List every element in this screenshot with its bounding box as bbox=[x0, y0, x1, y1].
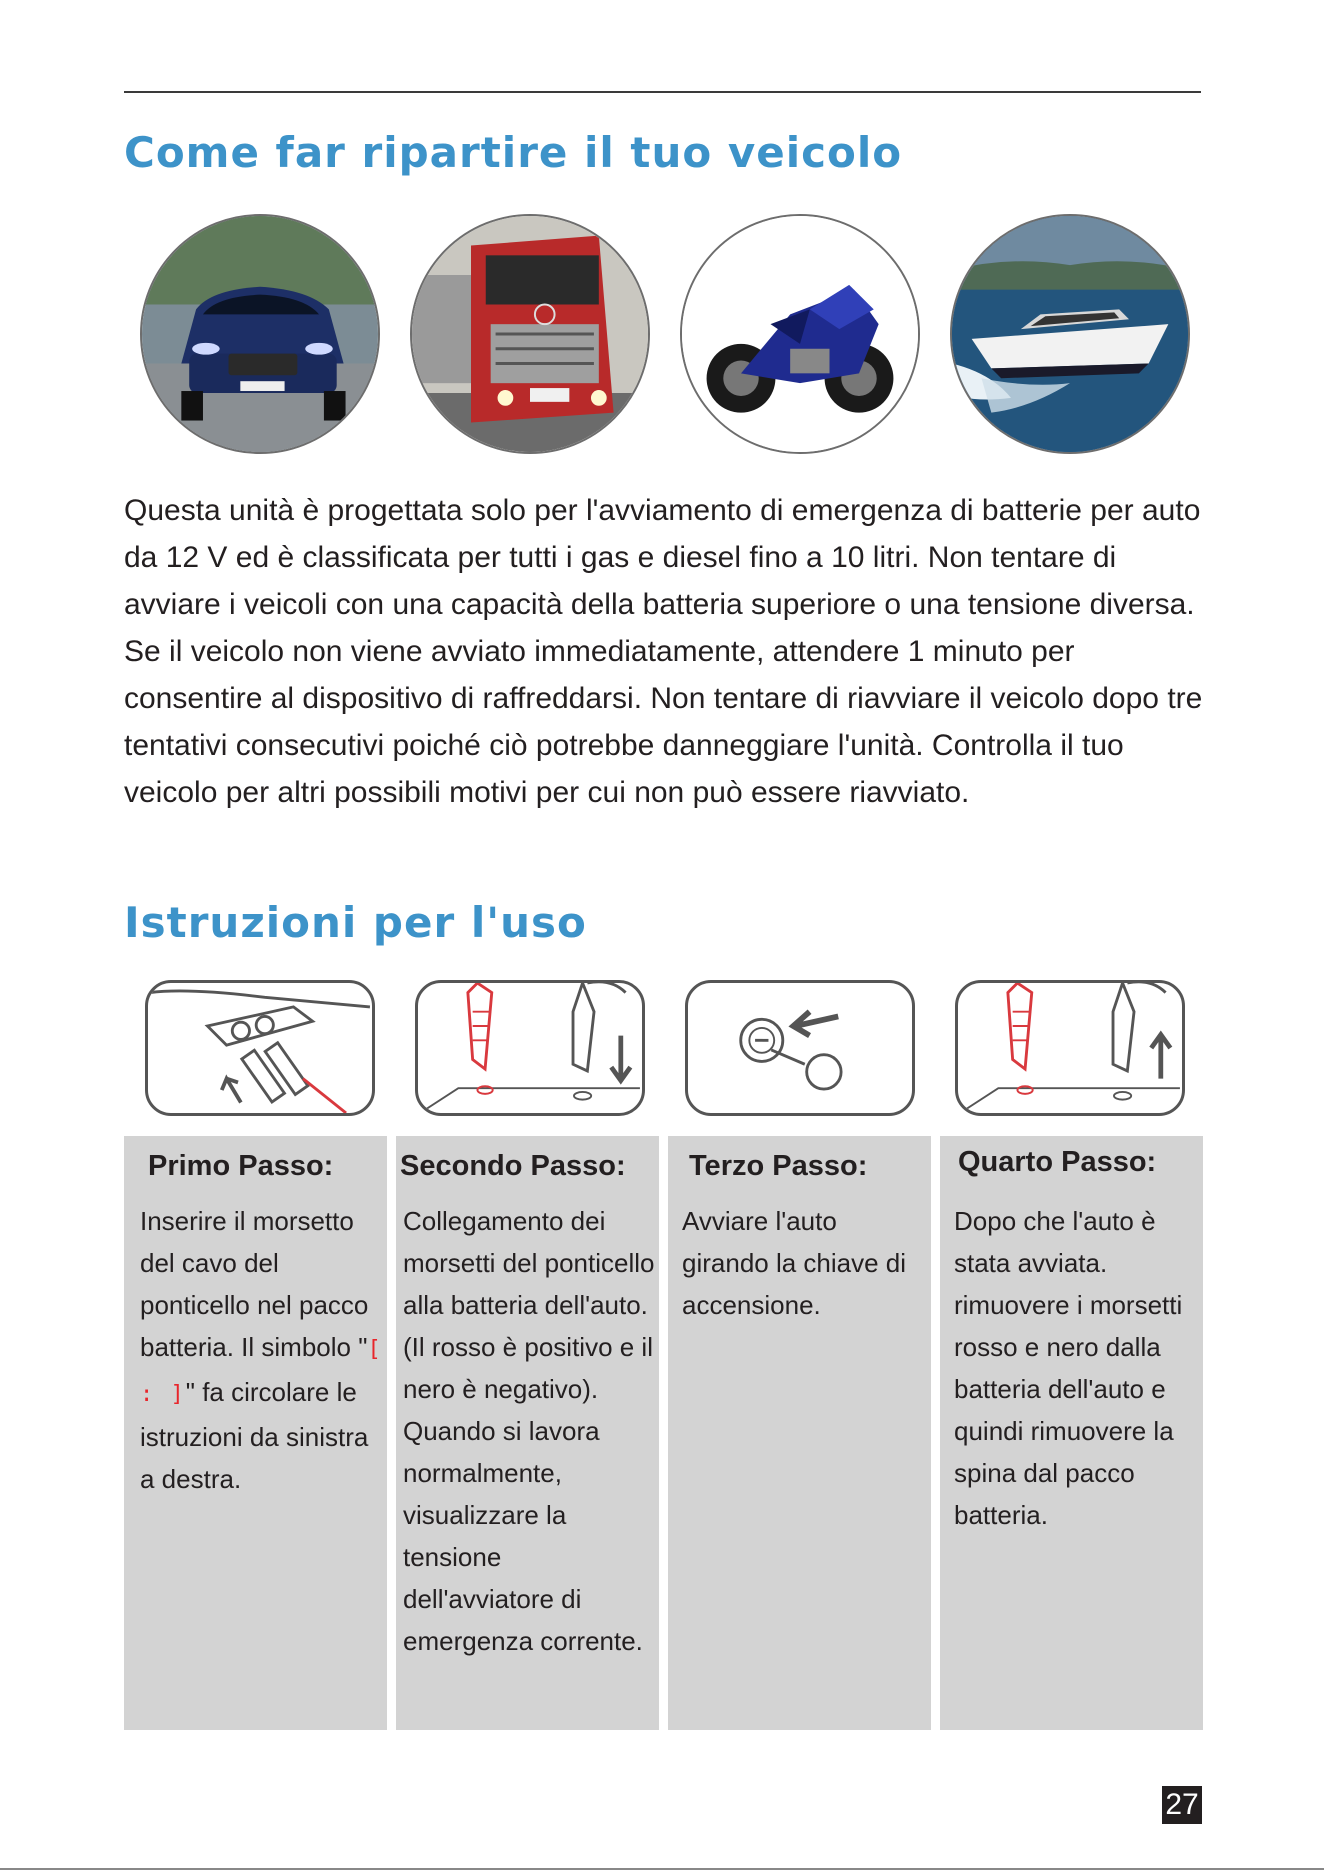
boat-image bbox=[950, 214, 1190, 454]
vehicle-images bbox=[140, 214, 1190, 456]
step-4-body: Dopo che l'auto è stata avviata. rimuovere i morsetti rosso e nero dalla batteria dell'auto e quindi rimuovere la spina dal pacco batteria. bbox=[954, 1206, 1183, 1530]
plug-illustration bbox=[145, 980, 375, 1116]
motorcycle-image bbox=[680, 214, 920, 454]
section-title-instructions: Istruzioni per l'uso bbox=[124, 898, 587, 947]
instruction-illustrations bbox=[145, 980, 1195, 1120]
display-symbol: [ : ] bbox=[140, 1337, 383, 1407]
step-2-body: Collegamento dei morsetti del ponticello alla batteria dell'auto. (Il rosso è positivo e il nero è negativo). Quando si lavora normalmente, visualizzare la tensione dell'avviatore di emergenza corrente. bbox=[403, 1206, 655, 1656]
bottom-rule bbox=[0, 1868, 1324, 1870]
page-number: 27 bbox=[1162, 1786, 1202, 1824]
step-1-panel bbox=[124, 1136, 387, 1730]
ignition-key-illustration bbox=[685, 980, 915, 1116]
step-2-title: Secondo Passo: bbox=[400, 1150, 626, 1182]
section-title-restart: Come far ripartire il tuo veicolo bbox=[124, 128, 903, 177]
step-3-body: Avviare l'auto girando la chiave di accensione. bbox=[682, 1206, 907, 1320]
suv-image bbox=[140, 214, 380, 454]
step-3-panel bbox=[668, 1136, 931, 1730]
step-1-title: Primo Passo: bbox=[148, 1150, 334, 1182]
step-4-panel bbox=[940, 1136, 1203, 1730]
step-2-panel bbox=[396, 1136, 659, 1730]
step-1-body: Inserire il morsetto del cavo del ponticello nel pacco batteria. Il simbolo "[ : ]" fa circolare le istruzioni da sinistra a destra. bbox=[140, 1206, 383, 1494]
clamps-connect-illustration bbox=[415, 980, 645, 1116]
step-3-title: Terzo Passo: bbox=[689, 1150, 868, 1182]
clamps-remove-illustration bbox=[955, 980, 1185, 1116]
truck-image bbox=[410, 214, 650, 454]
top-rule bbox=[124, 91, 1201, 93]
step-4-title: Quarto Passo: bbox=[958, 1146, 1157, 1178]
intro-paragraph: Questa unità è progettata solo per l'avviamento di emergenza di batterie per auto da 12 V ed è classificata per tutti i gas e diesel fino a 10 litri. Non tentare di avviare i veicoli con una capacità della batteria superiore o una tensione diversa. Se il veicolo non viene avviato immediatamente, attendere 1 minuto per consentire al dispositivo di raffreddarsi. Non tentare di riavviare il veicolo dopo tre tentativi consecutivi poiché ciò potrebbe danneggiare l'unità. Controlla il tuo veicolo per altri possibili motivi per cui non può essere riavviato. bbox=[124, 494, 1203, 809]
